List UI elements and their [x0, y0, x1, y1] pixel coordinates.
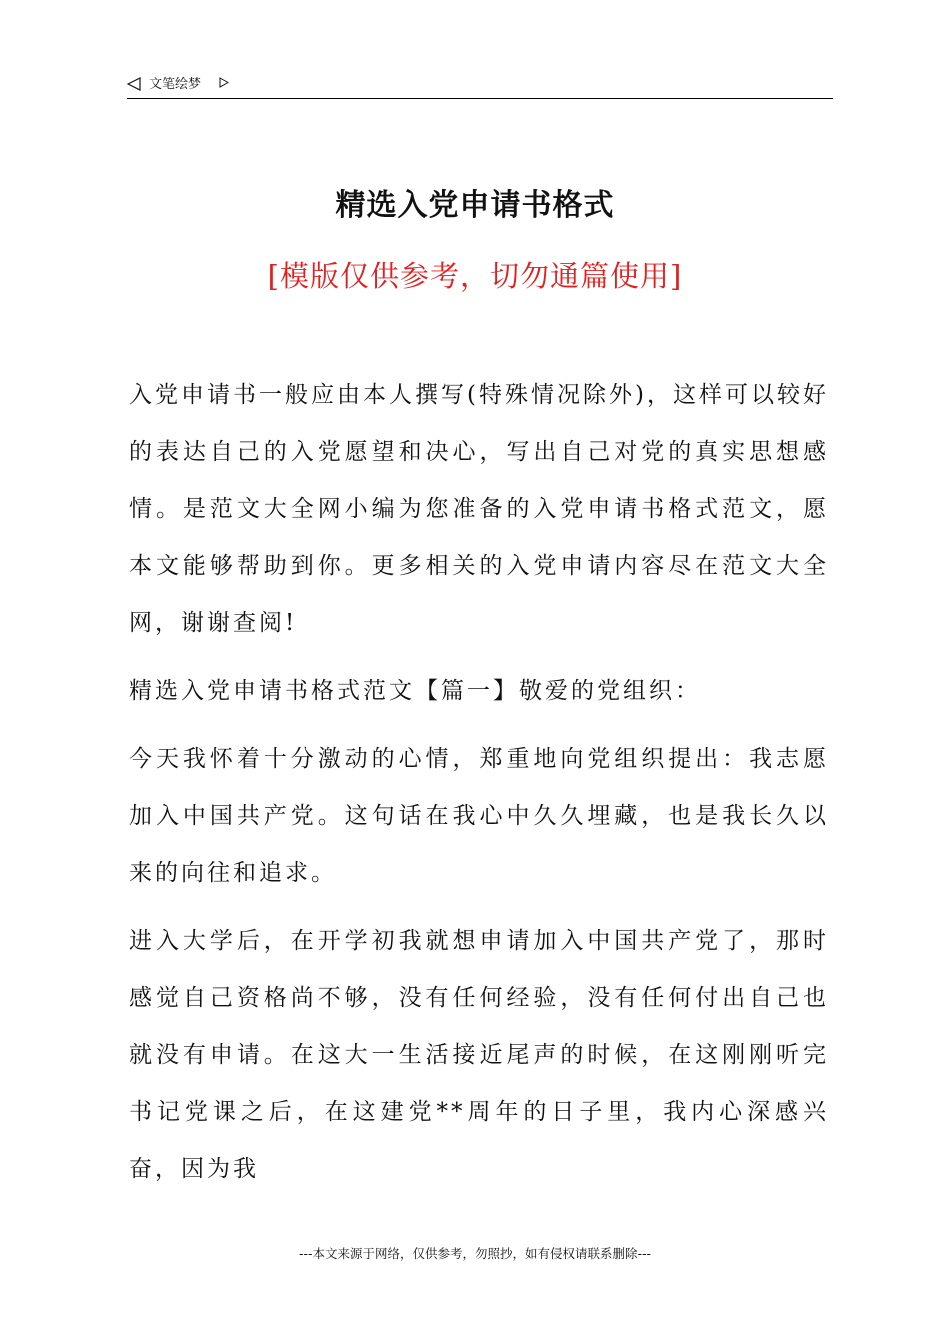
triangle-right-icon	[219, 77, 229, 88]
document-subtitle: [模版仅供参考，切勿通篇使用]	[267, 259, 683, 293]
document-title: 精选入党申请书格式	[335, 188, 615, 223]
paragraph-body-1: 今天我怀着十分激动的心情，郑重地向党组织提出：我志愿加入中国共产党。这句话在我心中久久埋藏，也是我长久以来的向往和追求。	[129, 746, 829, 886]
page-header	[127, 74, 833, 99]
footer-notice: ---本文来源于网络，仅供参考，勿照抄，如有侵权请联系删除---	[298, 1246, 652, 1261]
brand-name: 文笔绘梦	[149, 77, 202, 92]
triangle-left-icon	[127, 77, 141, 91]
paragraph-heading: 精选入党申请书格式范文【篇一】敬爱的党组织：	[129, 678, 701, 704]
document-body	[129, 367, 829, 1209]
paragraph-body-2: 进入大学后，在开学初我就想申请加入中国共产党了，那时感觉自己资格尚不够，没有任何经验，没有任何付出自己也就没有申请。在这大一生活接近尾声的时候，在这刚刚听完书记党课之后，在这建党**周年的日子里，我内心深感兴奋，因为我	[129, 928, 829, 1182]
paragraph-intro: 入党申请书一般应由本人撰写(特殊情况除外)，这样可以较好的表达自己的入党愿望和决心，写出自己对党的真实思想感情。是范文大全网小编为您准备的入党申请书格式范文，愿本文能够帮助到你。更多相关的入党申请内容尽在范文大全网，谢谢查阅!	[129, 382, 829, 636]
